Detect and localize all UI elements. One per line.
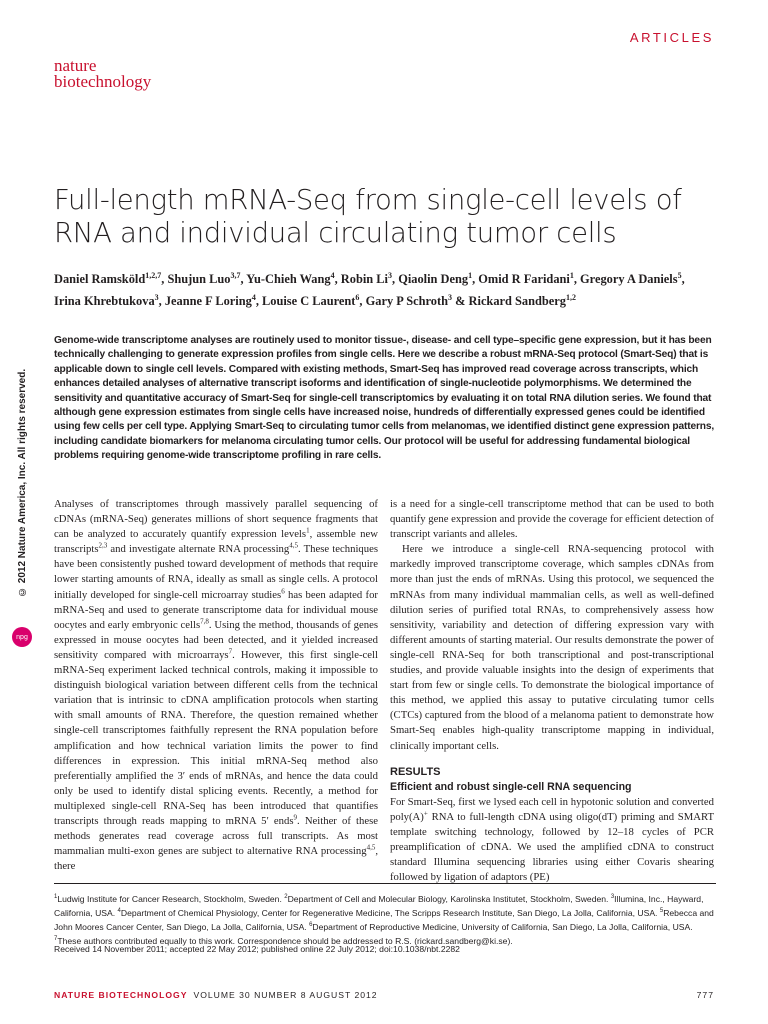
body-column-right xyxy=(390,497,714,885)
author-name[interactable]: Rickard Sandberg xyxy=(468,293,566,308)
received-dates: Received 14 November 2011; accepted 22 May 2012; published online 22 July 2012; doi:10.1038/nbt.2282 xyxy=(54,944,460,954)
article-title: Full-length mRNA-Seq from single-cell levels of RNA and individual circulating tumor cells xyxy=(54,184,682,249)
body-column-left xyxy=(54,497,378,874)
author-separator: , xyxy=(573,272,581,287)
author-affiliation-sup: 3,7 xyxy=(230,271,241,280)
affiliation-number: 5 xyxy=(659,908,664,915)
affiliations xyxy=(54,891,716,947)
body-text: . However, this first single-cell mRNA-Seq experiment lacked technical controls, making it impossible to distinguish biological variation between different cells from the technical variation that is intrinsic to cDNA amplification protocols when starting with small amounts of RNA. Therefore, the question remained whether single-cell transcriptomes faithfully represent the RNA population before amplification and how technical variation limits the power to find differences in expression. This initial mRNA-Seq method also preferentially amplified the 3′ ends of mRNAs, and hence the data could only be used to identify distal splicing events. Recently, a method for multiplexed single-cell RNA-Seq has been introduced that quantifies transcripts through reads mapping to mRNA 5′ ends xyxy=(54,648,378,827)
citation-ref: 1 xyxy=(306,526,310,535)
author-list xyxy=(54,267,714,310)
author-affiliation-sup: 6 xyxy=(355,292,360,302)
author-affiliation-sup: 3 xyxy=(387,271,392,280)
results-subheading: Efficient and robust single-cell RNA sequencing xyxy=(390,780,632,793)
author-separator: , xyxy=(334,272,341,287)
author-affiliation-sup: 1,2 xyxy=(565,292,576,302)
intro-paragraph-2: Here we introduce a single-cell RNA-sequencing protocol with markedly improved transcriptome coverage, which samples cDNAs from more than just the ends of mRNAs. Using this protocol, we sequenced the mRNAs from many individual mammalian cells, as well as well-defined dilution series of purified total RNAs, to comprehensively assess how sensitivity, variability and detection of differing expression vary with different amounts of starting material. Our results demonstrate the power of single-cell RNA-Seq for both transcriptional and post-transcriptional studies, and provide valuable insights into the design of experiments that start from few or single cells. To demonstrate the biological importance of this method, we applied this assay to putative circulating tumor cells (CTCs) captured from the blood of a melanoma patient to demonstrate how Smart-Seq enables high-quality transcriptome mapping in individual, clinically important cells. xyxy=(390,543,714,752)
author-separator: , xyxy=(391,272,399,287)
author-name[interactable]: Qiaolin Deng xyxy=(398,272,469,287)
affiliation-number: 4 xyxy=(117,908,121,915)
author-separator: , xyxy=(255,293,263,308)
affiliation-number: 2 xyxy=(284,894,288,900)
npg-logo: npg xyxy=(12,627,32,647)
citation-ref: 6 xyxy=(281,587,285,595)
body-text: . Neither of these methods generates read coverage across full transcripts. As most mammalian multi-exon genes are subject to alternative RNA processing xyxy=(54,814,378,858)
author-name[interactable]: Yu-Chieh Wang xyxy=(246,272,331,287)
affiliation-number: 3 xyxy=(610,894,615,900)
affiliation-text: Department of Reproductive Medicine, University of California, San Diego, La Jolla, California, USA. xyxy=(312,921,693,932)
author-affiliation-sup: 1 xyxy=(569,271,574,280)
intro-paragraph xyxy=(54,497,378,874)
body-text: . Using the method, thousands of genes expressed in mouse oocytes had been detected, and it yielded increased sensitivity compared with microarrays xyxy=(54,618,378,661)
body-text: , assemble new transcripts xyxy=(54,528,378,556)
affiliation-text: Ludwig Institute for Cancer Research, Stockholm, Sweden. xyxy=(57,893,285,904)
author-name[interactable]: Daniel Ramsköld xyxy=(54,272,146,287)
author-separator: , xyxy=(240,272,247,287)
author-affiliation-sup: 1 xyxy=(468,271,473,280)
affiliation-number: 1 xyxy=(54,894,58,900)
results-text-a: For Smart-Seq, first we lysed each cell in hypotonic solution and converted poly(A) xyxy=(390,795,714,823)
author-separator: & xyxy=(452,293,469,308)
body-text: . These techniques have been consistently pushed toward development of methods that require lower starting amounts of RNA, ideally as small as single cells. A protocol initially developed for single-cell microarray studies xyxy=(54,543,379,601)
author-name[interactable]: Gregory A Daniels xyxy=(580,272,678,287)
affiliation-text: These authors contributed equally to this work. Correspondence should be addressed to R.S. (rickard.sandberg@ki.se). xyxy=(57,936,513,947)
author-separator: , xyxy=(161,272,168,287)
body-text: , there xyxy=(54,845,378,873)
page-number: 777 xyxy=(696,990,714,1000)
logo-line-1: nature xyxy=(54,56,97,75)
logo-line-2: biotechnology xyxy=(54,72,152,91)
author-separator: , xyxy=(359,293,366,308)
affiliation-text: Department of Cell and Molecular Biology, Karolinska Institutet, Stockholm, Sweden. xyxy=(287,893,611,904)
citation-ref: 9 xyxy=(293,813,298,822)
author-affiliation-sup: 3 xyxy=(154,292,159,302)
author-name[interactable]: Gary P Schroth xyxy=(365,293,449,308)
footer-journal-name: NATURE BIOTECHNOLOGY xyxy=(54,990,188,1000)
author-name[interactable]: Jeanne F Loring xyxy=(164,293,252,308)
author-name[interactable]: Omid R Faridani xyxy=(478,272,570,287)
affiliation-text: Rebecca and John Moores Cancer Center, San Diego, La Jolla, California, USA. xyxy=(54,907,714,932)
author-affiliation-sup: 3 xyxy=(448,292,453,302)
affiliation-text: Department of Chemical Physiology, Center for Regenerative Medicine, The Scripps Research Institute, San Diego, La Jolla, California, USA. xyxy=(120,907,660,918)
footer-journal-info xyxy=(54,990,378,1000)
author-separator: , xyxy=(158,293,165,308)
results-sup: + xyxy=(423,809,428,818)
affiliation-number: 6 xyxy=(309,922,313,929)
body-text: Analyses of transcriptomes through massively parallel sequencing of cDNAs (mRNA-Seq) generates millions of short sequence fragments that can be analyzed to accurately quantify expression levels xyxy=(54,498,378,541)
section-label: ARTICLES xyxy=(629,30,714,45)
journal-logo[interactable] xyxy=(54,58,151,90)
author-affiliation-sup: 4 xyxy=(330,271,335,280)
body-text: and investigate alternate RNA processing xyxy=(107,543,290,556)
results-text-b: RNA to full-length cDNA using oligo(dT) priming and SMART template switching technology, followed by 12–18 cycles of PCR preamplification of cDNA. We used the amplified cDNA to construct standard Illumina sequencing libraries using either Covaris shearing followed by ligation of adaptors (PE) xyxy=(390,810,714,884)
author-affiliation-sup: 5 xyxy=(677,271,682,280)
citation-ref: 4,5 xyxy=(366,843,376,852)
author-affiliation-sup: 4 xyxy=(251,292,256,302)
affiliation-number: 7 xyxy=(54,936,58,943)
affiliation-text: Illumina, Inc., Hayward, California, USA. xyxy=(54,893,704,918)
citation-ref: 4,5 xyxy=(289,541,298,550)
copyright-notice: © 2012 Nature America, Inc. All rights reserved. xyxy=(17,368,28,597)
intro-paragraph-continued: is a need for a single-cell transcriptome method that can be used to both quantify gene expression and provide the coverage for efficient detection of transcript variants and alleles. xyxy=(390,498,714,541)
author-name[interactable]: Irina Khrebtukova xyxy=(54,293,155,308)
author-separator: , xyxy=(681,272,685,287)
results-heading: RESULTS xyxy=(390,765,441,778)
author-affiliation-sup: 1,2,7 xyxy=(145,271,162,280)
author-name[interactable]: Robin Li xyxy=(340,272,388,287)
citation-ref: 7,8 xyxy=(200,617,209,626)
results-paragraph xyxy=(390,795,714,886)
body-text: has been adapted for mRNA-Seq and used to generate transcriptome data for individual mouse oocytes and early embryonic cells xyxy=(54,588,378,631)
footer-volume: VOLUME 30 NUMBER 8 AUGUST 2012 xyxy=(193,990,378,1000)
footnote-rule xyxy=(54,883,716,884)
citation-ref: 2,3 xyxy=(98,541,108,550)
author-name[interactable]: Louise C Laurent xyxy=(262,293,356,308)
citation-ref: 7 xyxy=(228,647,233,656)
author-name[interactable]: Shujun Luo xyxy=(167,272,231,287)
abstract: Genome-wide transcriptome analyses are routinely used to monitor tissue-, disease- and cell type–specific gene expression, but it has been technically challenging to generate expression profiles from single cells. Here we describe a robust mRNA-Seq protocol (Smart-Seq) that is applicable down to single cell levels. Compared with existing methods, Smart-Seq has improved read coverage across transcripts, which enhances detailed analyses of alternative transcript isoforms and identification of single-nucleotide polymorphisms. We determined the sensitivity and quantitative accuracy of Smart-Seq for single-cell transcriptomics by evaluating it on total RNA dilution series. We found that although gene expression estimates from single cells have increased noise, hundreds of differentially expressed genes could be identified using few cells per cell type. Applying Smart-Seq to circulating tumor cells from melanomas, we identified distinct gene expression patterns, including candidate biomarkers for melanoma circulating tumor cells. Our protocol will be useful for addressing fundamental biological problems requiring genome-wide transcriptome profiling in rare cells. xyxy=(54,335,715,462)
author-separator: , xyxy=(472,272,479,287)
